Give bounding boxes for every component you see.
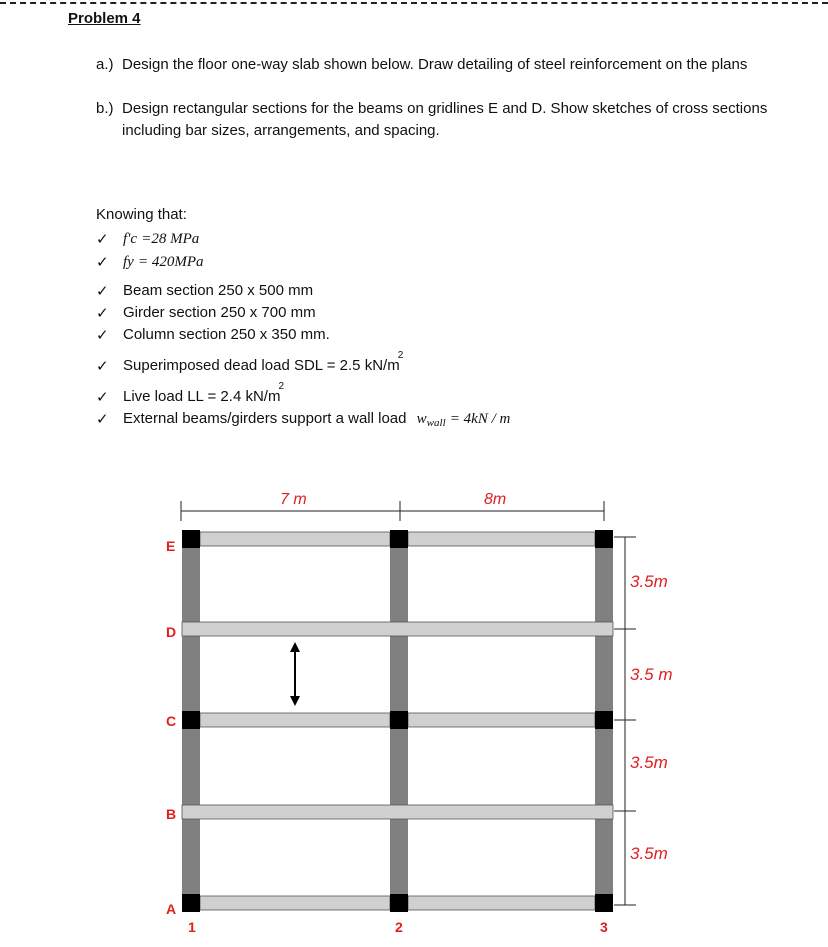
span-y-1: 3.5m (630, 572, 668, 591)
wall-text: External beams/girders support a wall load (123, 410, 407, 427)
sdl-exponent: 2 (397, 350, 404, 361)
column-E3 (595, 530, 613, 548)
check-icon: ✓ (96, 254, 109, 271)
check-icon: ✓ (96, 389, 109, 406)
wall-value: = 4kN / m (449, 411, 511, 427)
grid-label-2: 2 (395, 919, 403, 935)
column-C2 (390, 711, 408, 729)
span-7m: 7 m (280, 491, 307, 508)
girder-section: Girder section 250 x 700 mm (123, 304, 316, 321)
column-C3 (595, 711, 613, 729)
top-dimension (181, 491, 604, 521)
task-b-label: b.) (96, 100, 114, 117)
grid-label-E: E (166, 538, 176, 554)
slab-direction-arrow (290, 642, 300, 706)
span-8m: 8m (484, 491, 507, 508)
span-y-4: 3.5m (630, 844, 668, 863)
column-E2 (390, 530, 408, 548)
span-y-3: 3.5m (630, 753, 668, 772)
beam-E-2 (408, 532, 595, 546)
ll-text: Live load LL = 2.4 kN/m (123, 388, 281, 405)
beam-C-1 (200, 713, 390, 727)
fc-symbol: f'c (123, 231, 138, 247)
problem-title: Problem 4 (68, 10, 141, 27)
sdl-text: Superimposed dead load SDL = 2.5 kN/m (123, 357, 400, 374)
fy-symbol: fy (123, 254, 134, 270)
check-icon: ✓ (96, 283, 109, 300)
beam-E-1 (200, 532, 390, 546)
check-icon: ✓ (96, 358, 109, 375)
grid-label-A: A (166, 901, 177, 917)
task-a-text: Design the floor one-way slab shown below. Draw detailing of steel reinforcement on the plans (122, 56, 748, 73)
beam-section: Beam section 250 x 500 mm (123, 282, 314, 299)
grid-label-C: C (166, 713, 177, 729)
beam-A-2 (408, 896, 595, 910)
knowing-heading: Knowing that: (96, 206, 187, 223)
wall-symbol: w (416, 411, 427, 427)
beam-C-2 (408, 713, 595, 727)
beam-D (182, 622, 613, 636)
column-A3 (595, 894, 613, 912)
grid-label-D: D (166, 624, 177, 640)
beam-B (182, 805, 613, 819)
check-icon: ✓ (96, 305, 109, 322)
fc-value: =28 MPa (141, 231, 200, 247)
column-A2 (390, 894, 408, 912)
beam-A-1 (200, 896, 390, 910)
column-C1 (182, 711, 200, 729)
column-E1 (182, 530, 200, 548)
task-a-label: a.) (96, 56, 114, 73)
span-y-2: 3.5 m (630, 665, 673, 684)
right-dimension (614, 537, 673, 905)
ll-exponent: 2 (278, 381, 285, 392)
grid-label-3: 3 (600, 919, 608, 935)
column-A1 (182, 894, 200, 912)
grid-label-1: 1 (188, 919, 196, 935)
check-icon: ✓ (96, 231, 109, 248)
grid-label-B: B (166, 806, 177, 822)
column-section: Column section 250 x 350 mm. (123, 326, 330, 343)
check-icon: ✓ (96, 411, 109, 428)
fy-value: = 420MPa (138, 254, 204, 270)
wall-subscript: wall (426, 417, 446, 429)
check-icon: ✓ (96, 327, 109, 344)
task-b-text: Design rectangular sections for the beams on gridlines E and D. Show sketches of cross sections including bar sizes, arrangements, and spacing. (122, 100, 768, 139)
